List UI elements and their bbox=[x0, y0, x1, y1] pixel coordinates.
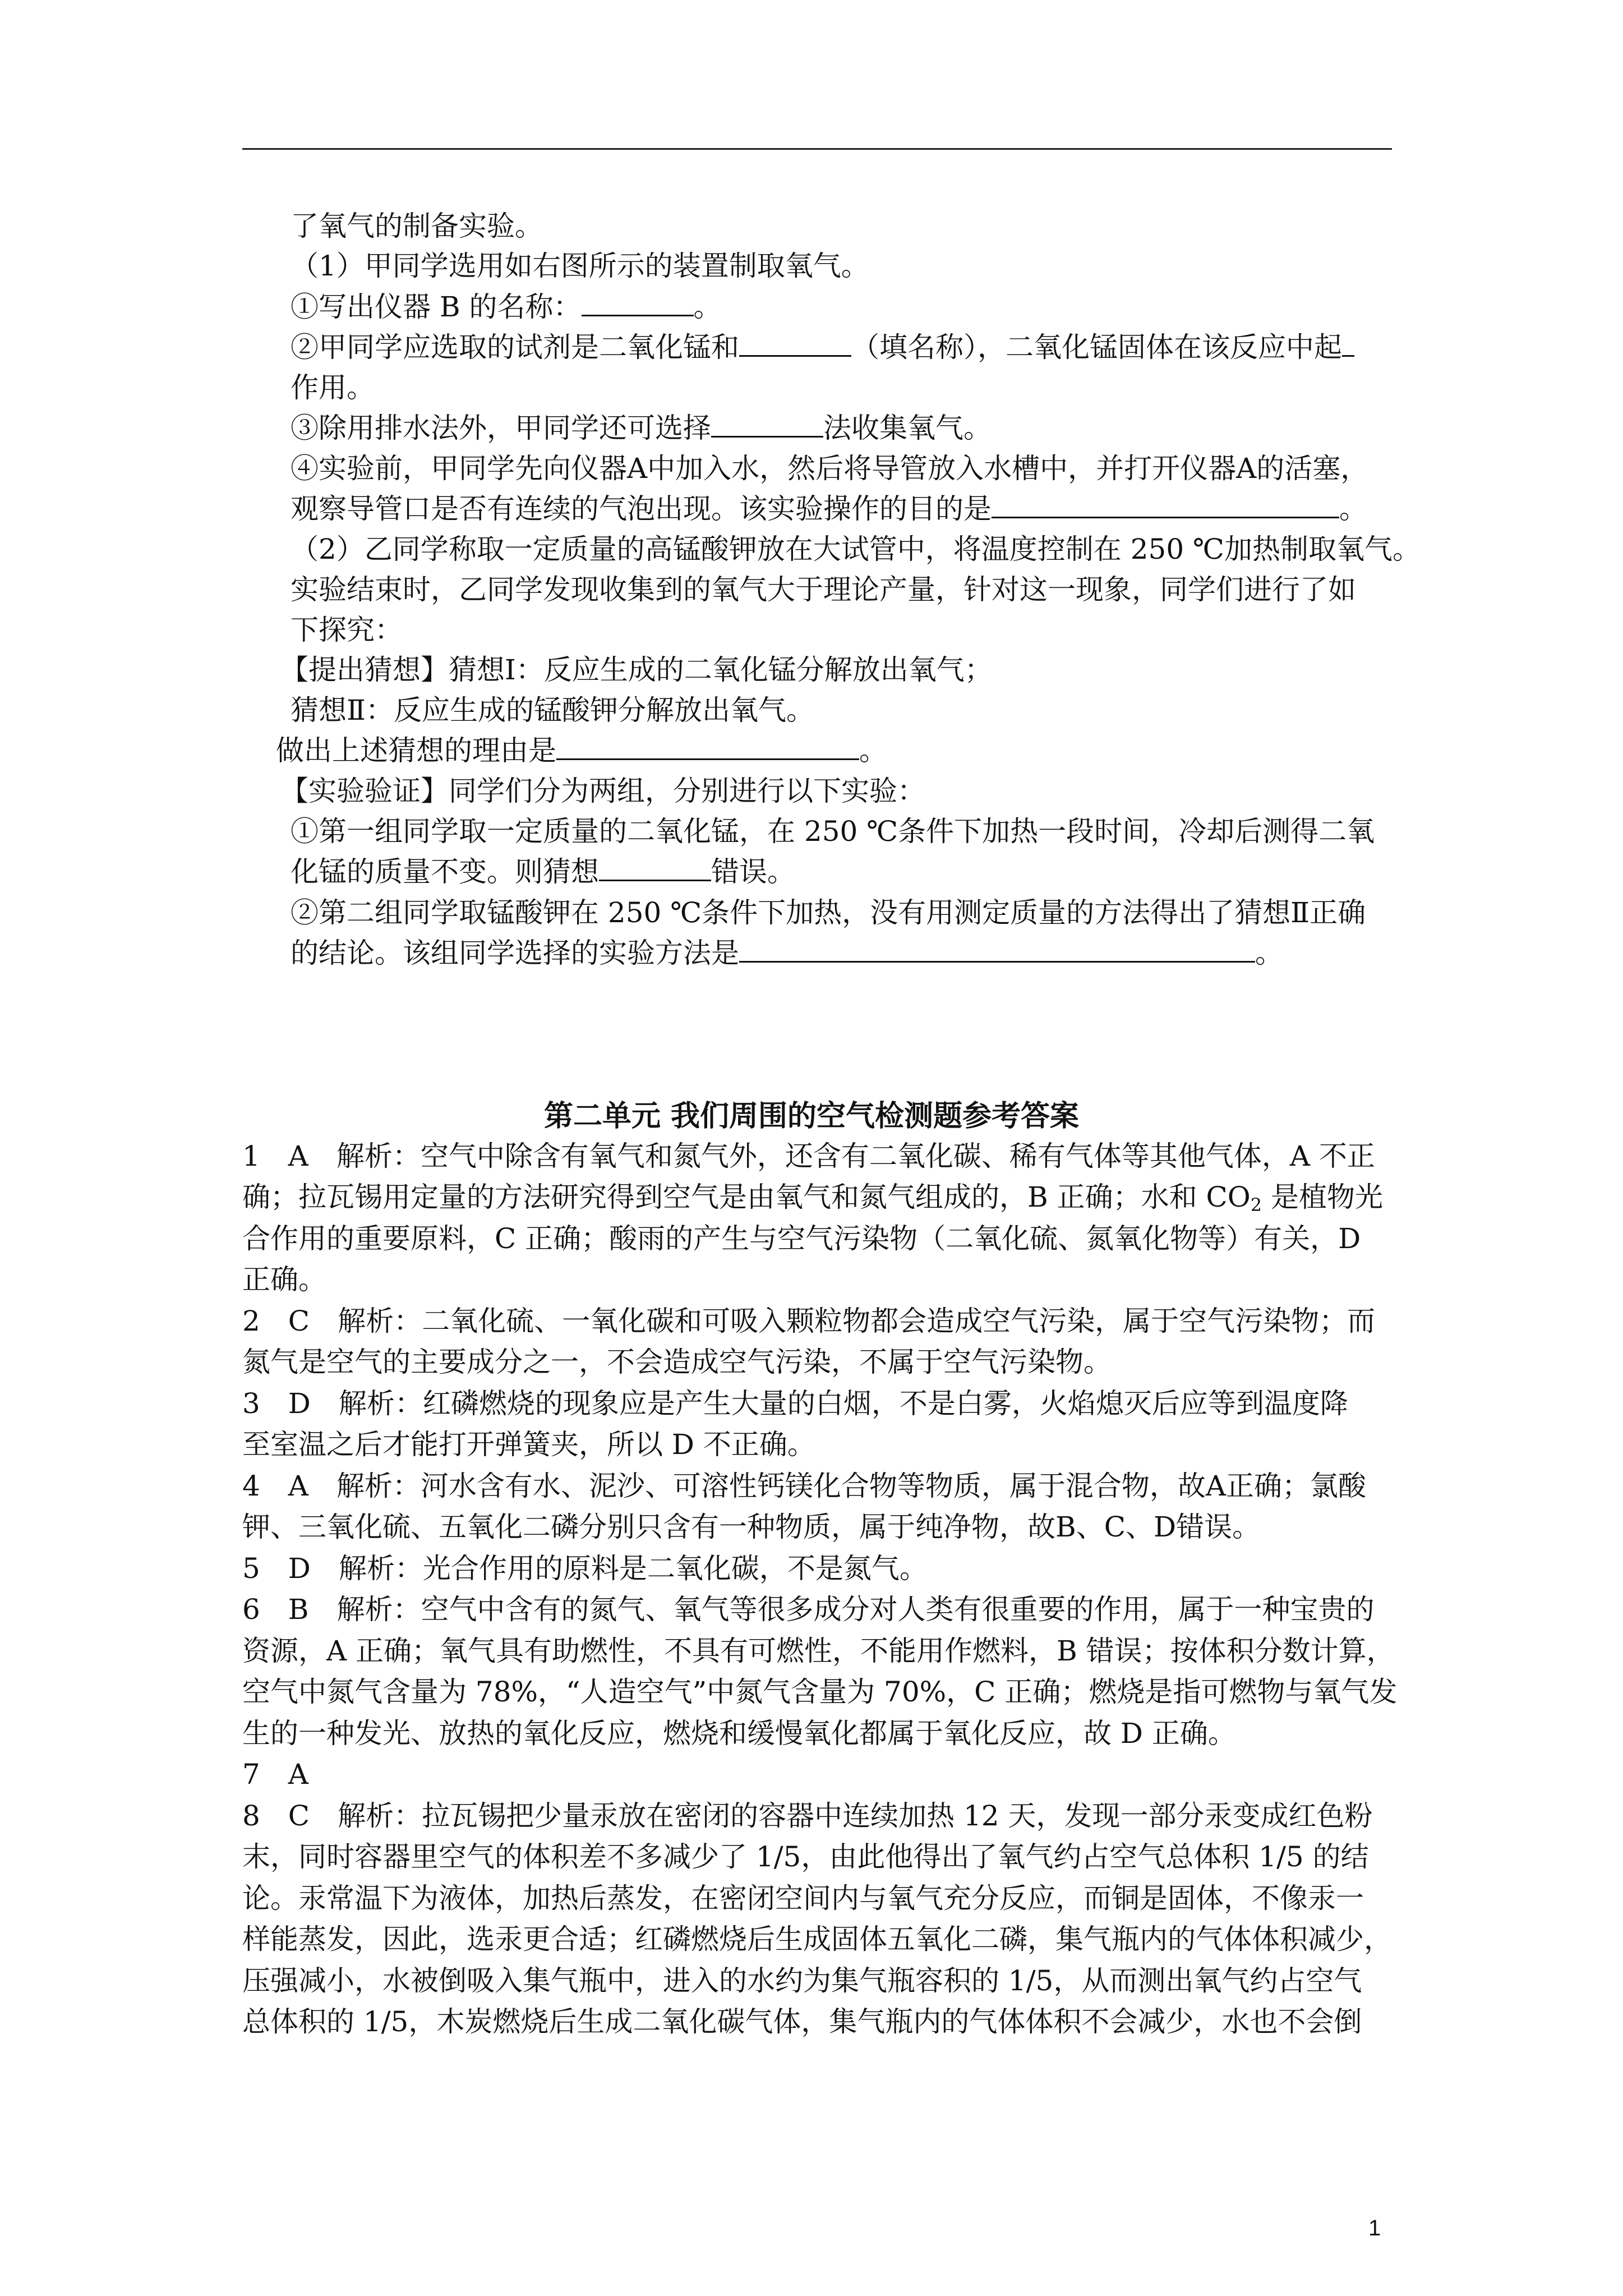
text-line: 【实验验证】同学们分为两组，分别进行以下实验： bbox=[280, 775, 925, 807]
answer-line: 末，同时容器里空气的体积差不多减少了 1/5，由此他得出了氧气约占空气总体积 1/5 的结 bbox=[242, 1841, 1369, 1873]
answer-line: 总体积的 1/5，木炭燃烧后生成二氧化碳气体，集气瓶内的气体体积不会减少，水也不会倒 bbox=[242, 2005, 1362, 2038]
text-line: 观察导管口是否有连续的气泡出现。该实验操作的目的是 。 bbox=[291, 493, 1367, 525]
answer-line: 7 A bbox=[242, 1758, 308, 1791]
answer-line: 样能蒸发，因此，选汞更合适；红磷燃烧后生成固体五氧化二磷，集气瓶内的气体体积减少， bbox=[242, 1923, 1392, 1955]
text-line: ④实验前，甲同学先向仪器A中加入水，然后将导管放入水槽中，并打开仪器A的活塞， bbox=[291, 452, 1369, 485]
text-line: 【提出猜想】猜想Ⅰ：反应生成的二氧化锰分解放出氧气； bbox=[280, 654, 993, 686]
header-rule bbox=[242, 148, 1392, 150]
answer-line: 6 B 解析：空气中含有的氮气、氧气等很多成分对人类有很重要的作用，属于一种宝贵的 bbox=[242, 1593, 1375, 1626]
blank-line bbox=[1342, 332, 1354, 357]
text-line: 的结论。该组同学选择的实验方法是 。 bbox=[291, 937, 1283, 969]
answer-line: 合作用的重要原料，C 正确；酸雨的产生与空气污染物（二氧化硫、氮氧化物等）有关，D bbox=[242, 1222, 1361, 1255]
text-line: ①写出仪器 B 的名称： 。 bbox=[291, 291, 722, 323]
answer-line: 5 D 解析：光合作用的原料是二氧化碳，不是氮气。 bbox=[242, 1552, 928, 1585]
answer-line: 8 C 解析：拉瓦锡把少量汞放在密闭的容器中连续加热 12 天，发现一部分汞变成红色粉 bbox=[242, 1800, 1373, 1832]
text-line: ①第一组同学取一定质量的二氧化锰，在 250 ℃条件下加热一段时间，冷却后测得二氧 bbox=[291, 815, 1375, 848]
text-line: 作用。 bbox=[291, 371, 375, 404]
answers-title: 第二单元 我们周围的空气检测题参考答案 bbox=[543, 1099, 1080, 1133]
text-line: ③除用排水法外，甲同学还可选择 法收集氧气。 bbox=[291, 412, 992, 444]
answer-line: 空气中氮气含量为 78%，“人造空气”中氮气含量为 70%，C 正确；燃烧是指可燃物与氧气发 bbox=[242, 1676, 1398, 1708]
text-line: 了氧气的制备实验。 bbox=[291, 210, 543, 242]
answer-line: 论。汞常温下为液体，加热后蒸发，在密闭空间内与氧气充分反应，而铜是固体，不像汞一 bbox=[242, 1882, 1364, 1915]
text-line: （1）甲同学选用如右图所示的装置制取氧气。 bbox=[291, 250, 869, 282]
blank-line bbox=[992, 493, 1339, 518]
answer-line: 确；拉瓦锡用定量的方法研究得到空气是由氧气和氮气组成的，B 正确；水和 $CO_2$ 是植物光 bbox=[242, 1181, 1384, 1216]
answer-line: 3 D 解析：红磷燃烧的现象应是产生大量的白烟，不是白雾，火焰熄灭后应等到温度降 bbox=[242, 1387, 1348, 1420]
answer-line: 至室温之后才能打开弹簧夹，所以 D 不正确。 bbox=[242, 1428, 815, 1461]
blank-line bbox=[582, 291, 694, 316]
text-line: 做出上述猜想的理由是 。 bbox=[276, 734, 887, 767]
text-line: 下探究： bbox=[291, 614, 403, 646]
answer-line: 正确。 bbox=[242, 1263, 326, 1296]
text-line: 猜想Ⅱ：反应生成的锰酸钾分解放出氧气。 bbox=[291, 694, 814, 726]
answer-line: 资源，A 正确；氧气具有助燃性，不具有可燃性，不能用作燃料，B 错误；按体积分数计算， bbox=[242, 1635, 1395, 1667]
answer-line: 1 A 解析：空气中除含有氧气和氮气外，还含有二氧化碳、稀有气体等其他气体，A 不正 bbox=[242, 1140, 1375, 1172]
blank-line bbox=[739, 937, 1255, 963]
answer-line: 钾、三氧化硫、五氧化二磷分别只含有一种物质，属于纯净物，故B、C、D错误。 bbox=[242, 1511, 1261, 1543]
answer-line: 压强减小，水被倒吸入集气瓶中，进入的水约为集气瓶容积的 1/5，从而测出氧气约占空气 bbox=[242, 1964, 1362, 1997]
answer-line: 氮气是空气的主要成分之一，不会造成空气污染，不属于空气污染物。 bbox=[242, 1346, 1112, 1378]
blank-line bbox=[739, 332, 851, 357]
answer-line: 4 A 解析：河水含有水、泥沙、可溶性钙镁化合物等物质，属于混合物，故A正确；氯酸 bbox=[242, 1470, 1367, 1502]
text-line: （2）乙同学称取一定质量的高锰酸钾放在大试管中，将温度控制在 250 ℃加热制取氧气。 bbox=[291, 533, 1421, 565]
blank-line bbox=[711, 412, 823, 438]
answer-line: 生的一种发光、放热的氧化反应，燃烧和缓慢氧化都属于氧化反应，故 D 正确。 bbox=[242, 1717, 1236, 1750]
answer-line: 2 C 解析：二氧化硫、一氧化碳和可吸入颗粒物都会造成空气污染，属于空气污染物；而 bbox=[242, 1305, 1376, 1337]
text-line: 化锰的质量不变。则猜想 错误。 bbox=[291, 855, 795, 888]
text-line: ②甲同学应选取的试剂是二氧化锰和 （填名称），二氧化锰固体在该反应中起 bbox=[291, 330, 1354, 365]
blank-line bbox=[556, 735, 859, 760]
text-line: 实验结束时，乙同学发现收集到的氧气大于理论产量，针对这一现象，同学们进行了如 bbox=[291, 573, 1356, 606]
text-line: ②第二组同学取锰酸钾在 250 ℃条件下加热，没有用测定质量的方法得出了猜想Ⅱ正确 bbox=[291, 896, 1366, 929]
blank-line bbox=[599, 856, 711, 881]
page-number: 1 bbox=[1368, 2216, 1381, 2240]
